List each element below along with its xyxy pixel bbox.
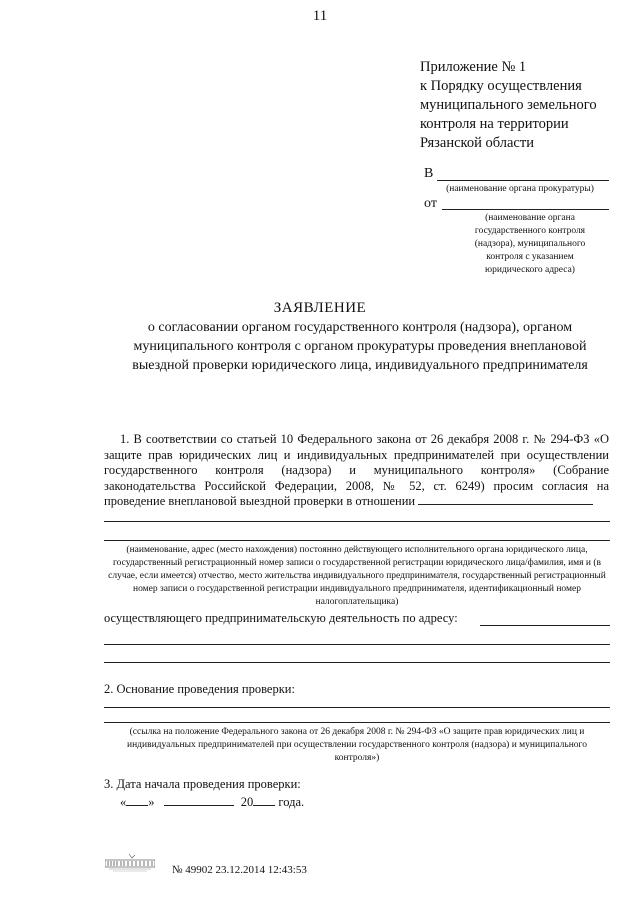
business-address-field-2[interactable] [104, 644, 610, 645]
barcode-stamp-icon [105, 852, 155, 872]
section-1-text [104, 432, 609, 510]
day-field[interactable] [126, 795, 148, 806]
from-note-2: государственного контроля [474, 226, 586, 236]
document-title: ЗАЯВЛЕНИЕ [273, 300, 367, 316]
appendix-header [420, 58, 597, 153]
section-1-body: 1. В соответствии со статьей 10 Федерального закона от 26 декабря 2008 г. № 294-ФЗ «О защите прав юридических лиц и индивидуальных предпринимателей при осуществлении государственного контроля (надзора) и муниципального контроля» (Собрание законодательства Российской Федерации, 2008, № 52, ст. 6249) просим согласия на проведение внеплановой выездной проверки в отношении [104, 432, 609, 508]
section-3-label: 3. Дата начала проведения проверки: [104, 777, 301, 791]
year-field[interactable] [253, 795, 275, 806]
from-note-1: (наименование органа [485, 213, 575, 223]
appendix-line-2: к Порядку осуществления [420, 78, 582, 94]
page-number: 11 [312, 8, 328, 24]
basis-note: (ссылка на положение Федерального закона от 26 декабря 2008 г. № 294-ФЗ «О защите прав юридических лиц и индивидуальных предпринимателей при осуществлении государственного контроля (надзора) и муниципального контроля») [127, 727, 587, 763]
appendix-line-5: Рязанской области [420, 135, 534, 151]
month-field[interactable] [164, 795, 234, 806]
to-field-line[interactable] [437, 180, 609, 181]
section-2-label: 2. Основание проведения проверки: [104, 682, 295, 696]
document-subtitle: о согласовании органом государственного контроля (надзора), органом муниципального контроля с органом прокуратуры проведения внеплановой выездной проверки юридического лица, индивидуального предпринимателя [132, 320, 588, 373]
entity-note: (наименование, адрес (место нахождения) постоянно действующего исполнительного органа юридического лица, государственный регистрационный номер записи о государственной регистрации юридического лица/фамилия, имя и (в случае, если имеется) отчество, место жительства индивидуального предпринимателя, государственный регистрационный номер записи о государственной регистрации индивидуального предпринимателя, идентификационный номер налогоплательщика) [108, 545, 606, 607]
to-label: В [424, 166, 434, 181]
from-note-3: (надзора), муниципального [474, 239, 586, 249]
year-suffix: года. [278, 795, 305, 809]
basis-field-line-2[interactable] [104, 722, 610, 723]
entity-inline-field[interactable] [418, 494, 593, 505]
start-date-row [120, 795, 304, 810]
from-note-4: контроля с указанием [486, 252, 574, 262]
from-note [450, 212, 610, 277]
appendix-line-4: контроля на территории [420, 116, 569, 132]
business-address-label: осуществляющего предпринимательскую деятельность по адресу: [104, 611, 458, 625]
entity-field-line-2[interactable] [104, 540, 610, 541]
business-address-field-3[interactable] [104, 662, 610, 663]
business-address-field-1[interactable] [480, 625, 610, 626]
entity-field-line-1[interactable] [104, 521, 610, 522]
year-prefix: 20 [240, 795, 254, 809]
basis-field-line-1[interactable] [104, 707, 610, 708]
date-close-quote: » [148, 795, 155, 809]
to-note: (наименование органа прокуратуры) [446, 184, 594, 194]
from-field-line[interactable] [442, 209, 609, 210]
appendix-line-3: муниципального земельного [420, 97, 597, 113]
appendix-line-1: Приложение № 1 [420, 59, 527, 75]
from-note-5: юридического адреса) [485, 265, 575, 275]
from-label: от [424, 196, 437, 211]
date-open-quote: « [120, 795, 127, 809]
registration-stamp-text: № 49902 23.12.2014 12:43:53 [172, 864, 307, 876]
